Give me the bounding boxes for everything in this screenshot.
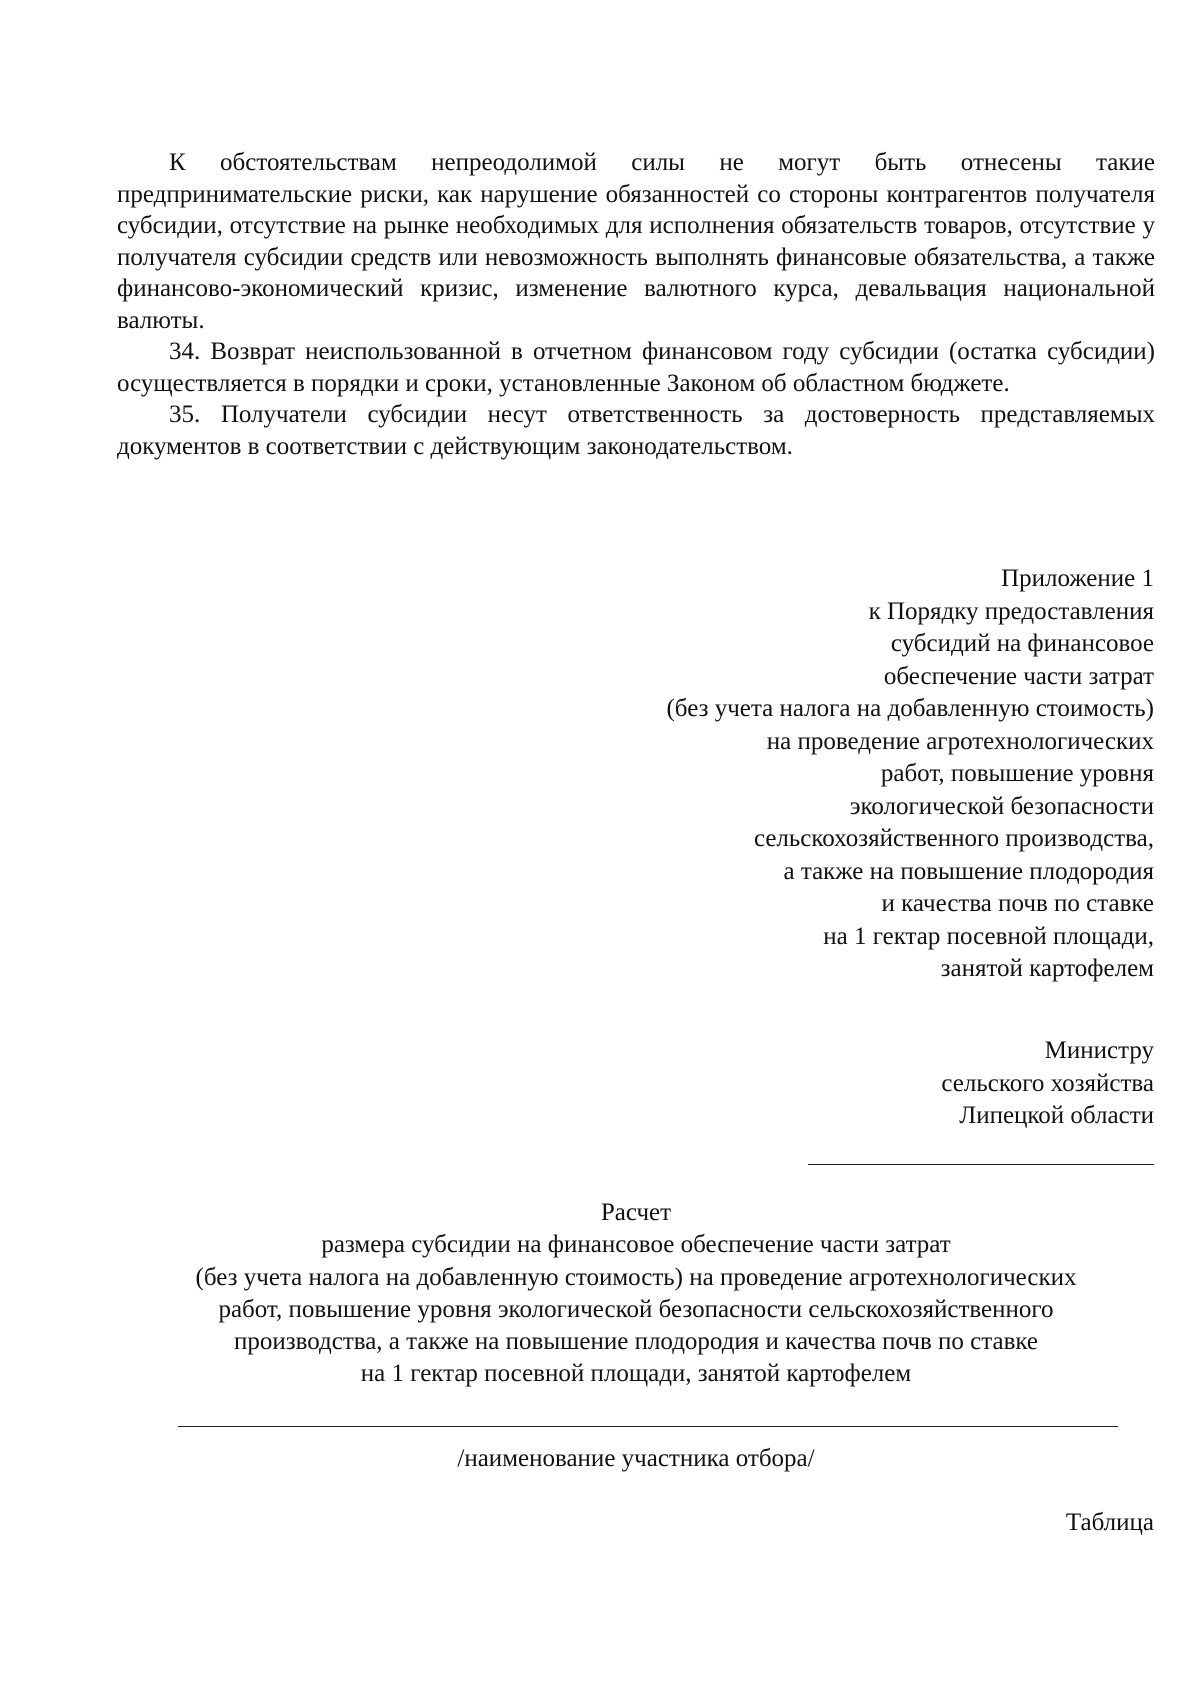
appendix-heading bbox=[666, 563, 1154, 986]
calculation-title-line: работ, повышение уровня экологической безопасности сельскохозяйственного bbox=[218, 1295, 1054, 1323]
appendix-line: работ, повышение уровня bbox=[880, 760, 1154, 787]
appendix-line: субсидий на финансовое bbox=[890, 630, 1154, 657]
signature-blank-line bbox=[808, 1164, 1154, 1165]
appendix-line: занятой картофелем bbox=[940, 955, 1154, 982]
calculation-title bbox=[117, 1197, 1155, 1391]
appendix-line: на 1 гектар посевной площади, bbox=[823, 922, 1154, 950]
participant-name-caption: /наименование участника отбора/ bbox=[457, 1445, 815, 1472]
addressee-line: Министру bbox=[1044, 1037, 1154, 1064]
appendix-line: сельскохозяйственного производства, bbox=[753, 825, 1154, 852]
table-label: Таблица bbox=[1065, 1509, 1154, 1536]
appendix-line: Приложение 1 bbox=[1001, 565, 1154, 592]
calculation-title-line: Расчет bbox=[600, 1199, 672, 1226]
calculation-title-line: на 1 гектар посевной площади, занятой картофелем bbox=[360, 1360, 912, 1388]
participant-name-blank-line bbox=[178, 1426, 1118, 1427]
paragraph-35: 35. Получатели субсидии несут ответственность за достоверность представляемых документов в соответствии с действующим законодательством. bbox=[117, 401, 1155, 460]
addressee-block bbox=[941, 1035, 1154, 1133]
appendix-line: и качества почв по ставке bbox=[881, 890, 1154, 917]
paragraph-34: 34. Возврат неиспользованной в отчетном финансовом году субсидии (остатка субсидии) осуществляется в порядки и сроки, установленные Законом об областном бюджете. bbox=[117, 338, 1155, 397]
appendix-line: обеспечение части затрат bbox=[883, 662, 1154, 690]
addressee-line: сельского хозяйства bbox=[941, 1069, 1154, 1097]
appendix-line: экологической безопасности bbox=[849, 792, 1154, 820]
calculation-title-line: размера субсидии на финансовое обеспечение части затрат bbox=[321, 1231, 951, 1259]
appendix-line: (без учета налога на добавленную стоимость) bbox=[666, 695, 1154, 722]
appendix-line: к Порядку предоставления bbox=[868, 597, 1154, 625]
calculation-title-line: производства, а также на повышение плодородия и качества почв по ставке bbox=[233, 1328, 1039, 1356]
body-text bbox=[117, 147, 1155, 462]
appendix-line: а также на повышение плодородия bbox=[783, 857, 1154, 885]
calculation-title-line: (без учета налога на добавленную стоимость) на проведение агротехнологических bbox=[195, 1263, 1077, 1291]
paragraph-force-majeure: К обстоятельствам непреодолимой силы не могут быть отнесены такие предпринимательские риски, как нарушение обязанностей со стороны контрагентов получателя субсидии, отсутствие на рынке необходимых для исполнения обязательств товаров, отсутствие у получателя субсидии средств или невозможность выполнять финансовые обязательства, а также финансово-экономический кризис, изменение валютного курса, девальвация национальной валюты. bbox=[117, 149, 1155, 334]
addressee-line: Липецкой области bbox=[959, 1102, 1154, 1129]
appendix-line: на проведение агротехнологических bbox=[766, 727, 1154, 755]
